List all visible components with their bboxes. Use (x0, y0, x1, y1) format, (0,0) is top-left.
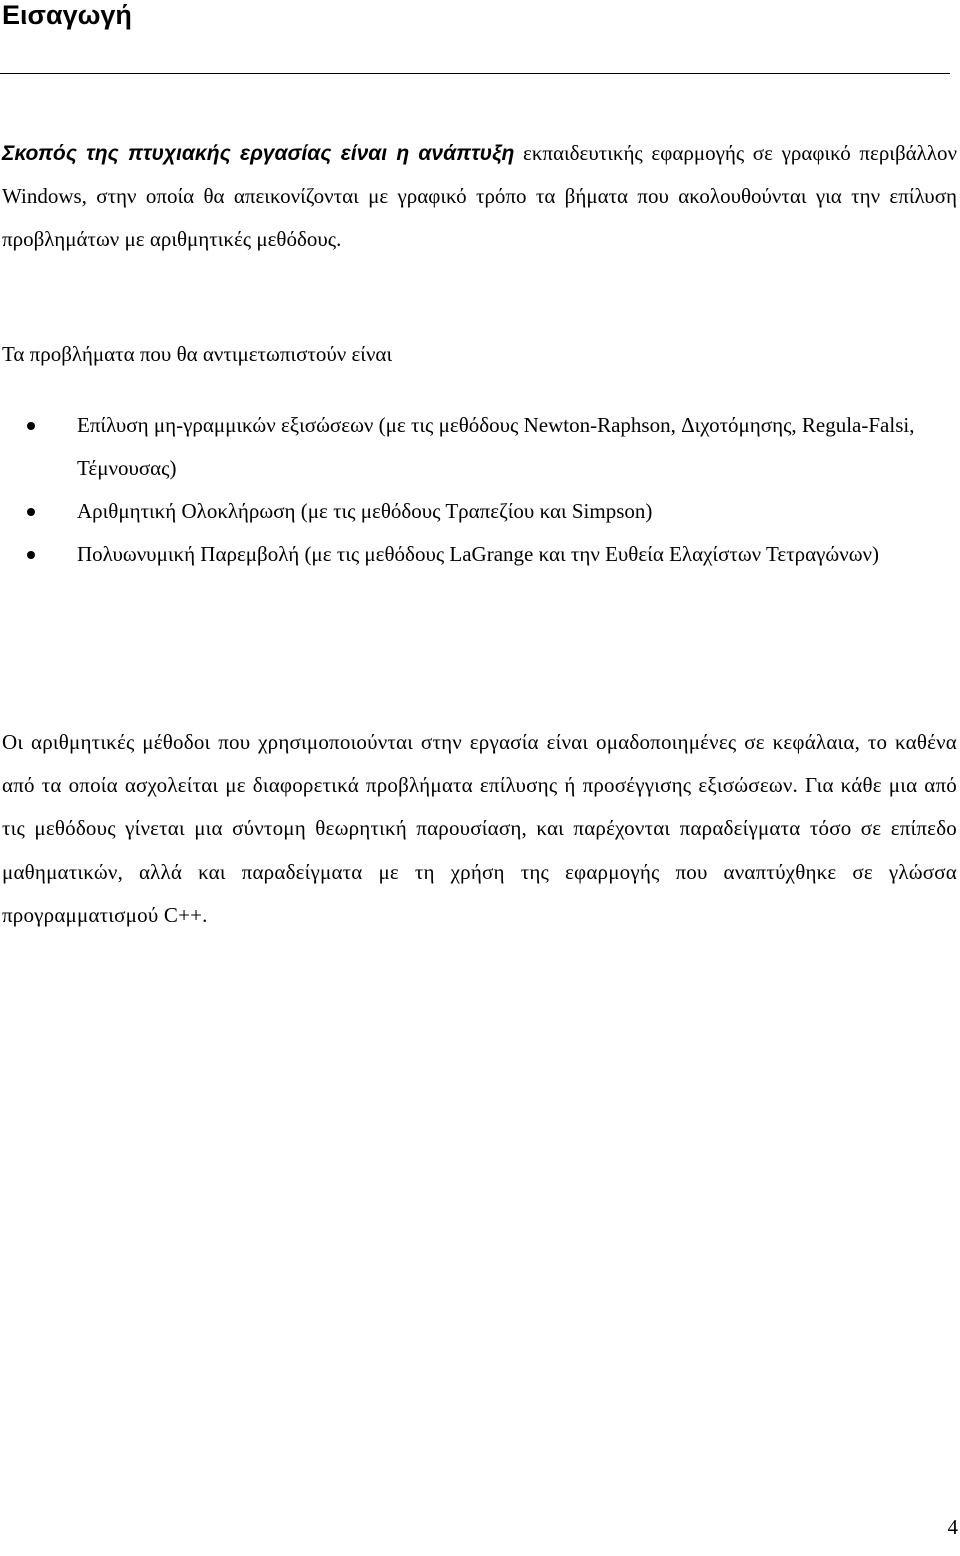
list-item (0, 490, 950, 533)
problems-list (0, 404, 950, 576)
list-item (0, 404, 950, 490)
list-item-text: Πολυωνυμική Παρεμβολή (με τις μεθόδους LaGrange και την Ευθεία Ελαχίστων Τετραγώνων) (77, 542, 880, 566)
title-divider (0, 73, 950, 74)
list-item (0, 533, 950, 576)
bullet-icon (27, 422, 35, 430)
intro-lead: Σκοπός της πτυχιακής εργασίας είναι η ανάπτυξη (2, 142, 515, 165)
list-item-text: Αριθμητική Ολοκλήρωση (με τις μεθόδους Τραπεζίου και Simpson) (77, 499, 653, 523)
intro-rest: εκπαιδευτικής εφαρμογής σε γραφικό περιβάλλον Windows, στην οποία θα απεικονίζονται με γραφικό τρόπο τα βήματα που ακολουθούνται για την επίλυση προβλημάτων με αριθμητικές μεθόδους. (2, 141, 957, 251)
intro-paragraph (2, 132, 957, 261)
page-number: 4 (947, 1515, 958, 1539)
bullet-icon (27, 508, 35, 516)
page-title: Εισαγωγή (2, 0, 132, 30)
list-item-text: Επίλυση μη-γραμμικών εξισώσεων (με τις μεθόδους Newton-Raphson, Διχοτόμησης, Regula-Falsi, Τέμνουσας) (77, 413, 915, 480)
problems-intro: Τα προβλήματα που θα αντιμετωπιστούν είναι (2, 342, 393, 366)
bullet-icon (27, 551, 35, 559)
methods-paragraph: Οι αριθμητικές μέθοδοι που χρησιμοποιούνται στην εργασία είναι ομαδοποιημένες σε κεφάλαια, το καθένα από τα οποία ασχολείται με διαφορετικά προβλήματα επίλυσης ή προσέγγισης εξισώσεων. Για κάθε μια από τις μεθόδους γίνεται μια σύντομη θεωρητική παρουσίαση, και παρέχονται παραδείγματα τόσο σε επίπεδο μαθηματικών, αλλά και παραδείγματα με τη χρήση της εφαρμογής που αναπτύχθηκε σε γλώσσα προγραμματισμού C++. (2, 730, 957, 927)
